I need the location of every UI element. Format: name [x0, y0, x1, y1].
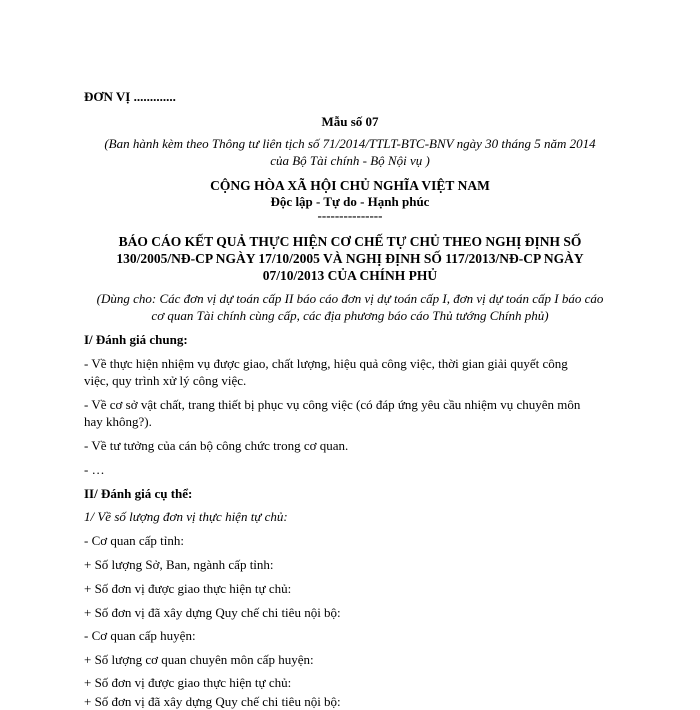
separator: ---------------	[317, 208, 383, 223]
unit-line: ĐƠN VỊ .............	[84, 89, 176, 104]
title-line-2: 130/2005/NĐ-CP NGÀY 17/10/2005 VÀ NGHỊ ĐỊNH SỐ 117/2013/NĐ-CP NGÀY	[116, 251, 584, 266]
motto: Độc lập - Tự do - Hạnh phúc	[270, 194, 430, 209]
section-2-subheading: 1/ Về số lượng đơn vị thực hiện tự chủ:	[84, 509, 288, 524]
title-line-1: BÁO CÁO KẾT QUẢ THỰC HIỆN CƠ CHẾ TỰ CHỦ THEO NGHỊ ĐỊNH SỐ	[118, 234, 582, 249]
list-item: + Số đơn vị được giao thực hiện tự chủ:	[84, 675, 292, 690]
section-1-heading: I/ Đánh giá chung:	[84, 332, 188, 347]
list-item: + Số đơn vị được giao thực hiện tự chủ:	[84, 581, 292, 596]
title-line-3: 07/10/2013 CỦA CHÍNH PHỦ	[262, 268, 438, 283]
list-item: - Cơ quan cấp huyện:	[84, 628, 196, 643]
list-item: - Cơ quan cấp tỉnh:	[84, 533, 185, 548]
usage-line-1: (Dùng cho: Các đơn vị dự toán cấp II báo cáo đơn vị dự toán cấp I, đơn vị dự toán cấp I báo cáo	[96, 291, 604, 306]
section-1-item-2-line-2: hay không?).	[84, 414, 152, 429]
issued-note-line-2: của Bộ Tài chính - Bộ Nội vụ )	[270, 153, 430, 168]
country-name: CỘNG HÒA XÃ HỘI CHỦ NGHĨA VIỆT NAM	[210, 178, 490, 193]
section-1-item-4: - …	[84, 462, 105, 477]
list-item: + Số đơn vị đã xây dựng Quy chế chi tiêu nội bộ:	[84, 694, 341, 709]
section-1-item-2-line-1: - Về cơ sở vật chất, trang thiết bị phục vụ công việc (có đáp ứng yêu cầu nhiệm vụ chuyên môn	[84, 397, 581, 412]
section-1-item-1-line-1: - Về thực hiện nhiệm vụ được giao, chất lượng, hiệu quả công việc, thời gian giải quyết công	[84, 356, 568, 371]
section-2-heading: II/ Đánh giá cụ thể:	[84, 486, 193, 501]
usage-line-2: cơ quan Tài chính cùng cấp, các địa phương báo cáo Thủ tướng Chính phủ)	[151, 308, 549, 323]
section-1-item-3: - Về tư tưởng của cán bộ công chức trong cơ quan.	[84, 438, 349, 453]
section-1-item-1-line-2: việc, quy trình xử lý công việc.	[84, 373, 247, 388]
form-number: Mẫu số 07	[321, 114, 379, 129]
list-item: + Số lượng cơ quan chuyên môn cấp huyện:	[84, 652, 314, 667]
list-item: + Số lượng Sở, Ban, ngành cấp tỉnh:	[84, 557, 274, 572]
list-item: + Số đơn vị đã xây dựng Quy chế chi tiêu nội bộ:	[84, 605, 341, 620]
issued-note-line-1: (Ban hành kèm theo Thông tư liên tịch số 71/2014/TTLT-BTC-BNV ngày 30 tháng 5 năm 2014	[104, 136, 596, 151]
